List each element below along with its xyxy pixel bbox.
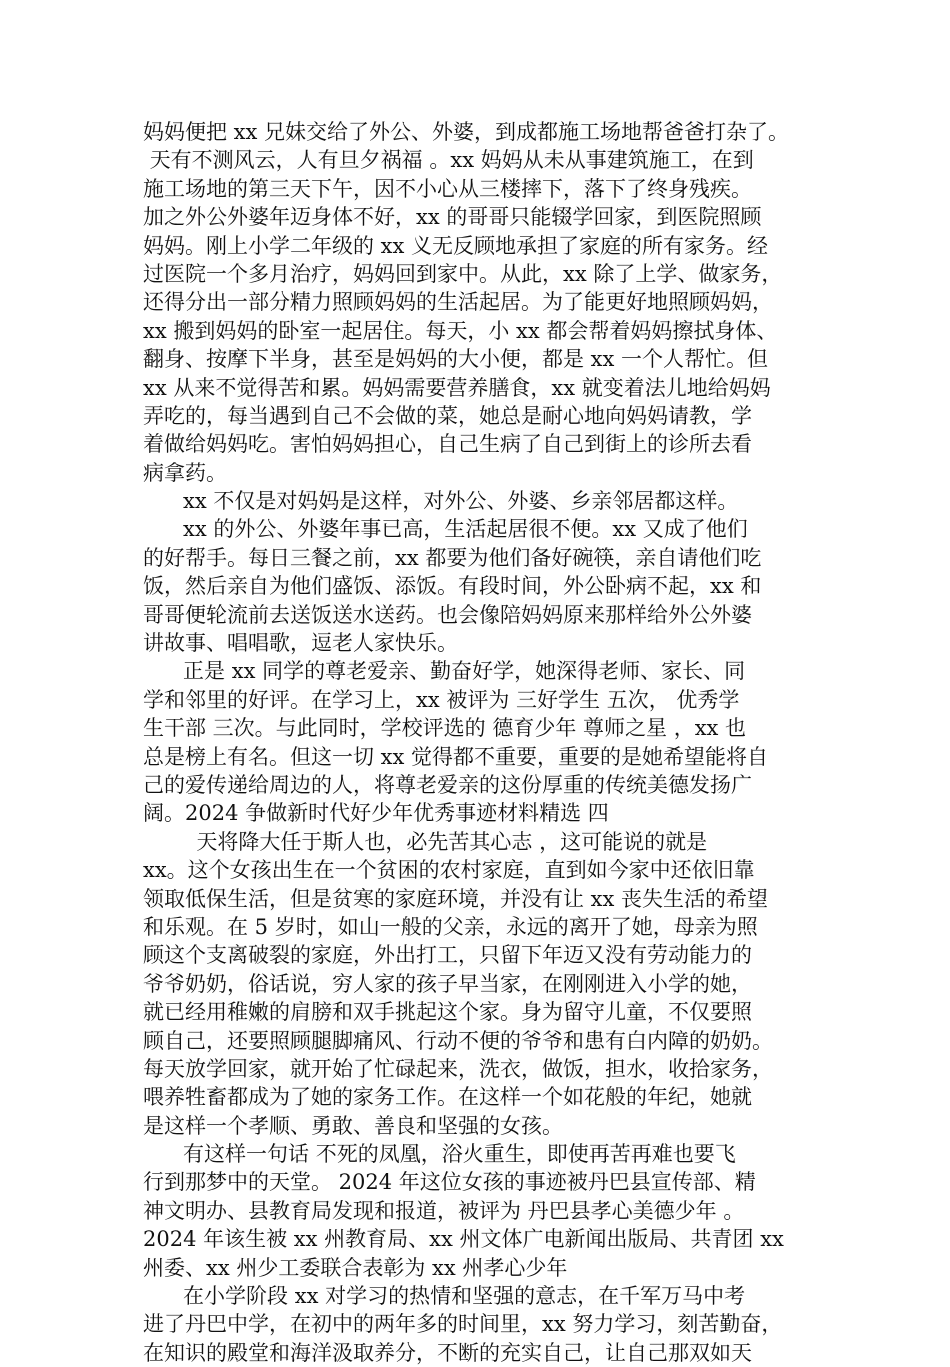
section-heading-line: 阔。2024 争做新时代好少年优秀事迹材料精选 四 [143, 801, 609, 826]
text-line: xx。这个女孩出生在一个贫困的农村家庭，直到如今家中还依旧靠 [143, 858, 755, 883]
text-line: 行到那梦中的天堂。 2024 年这位女孩的事迹被丹巴县宣传部、精 [143, 1170, 756, 1195]
text-line: 弄吃的，每当遇到自己不会做的菜，她总是耐心地向妈妈请教，学 [143, 403, 752, 428]
text-line: 神文明办、县教育局发现和报道，被评为 丹巴县孝心美德少年 。 [143, 1198, 745, 1223]
text-line: xx 不仅是对妈妈是这样，对外公、外婆、乡亲邻居都这样。 [143, 489, 739, 514]
text-line: 和乐观。在 5 岁时，如山一般的父亲，永远的离开了她，母亲为照 [143, 914, 758, 939]
text-line: 顾自己，还要照顾腿脚痛风、行动不便的爷爷和患有白内障的奶奶。 [143, 1028, 773, 1053]
text-line: 饭，然后亲自为他们盛饭、添饭。有段时间，外公卧病不起，xx 和 [143, 574, 762, 599]
text-line: 学和邻里的好评。在学习上，xx 被评为 三好学生 五次， 优秀学 [143, 687, 740, 712]
text-line: 过医院一个多月治疗，妈妈回到家中。从此，xx 除了上学、做家务， [143, 261, 783, 286]
text-line: 妈妈便把 xx 兄妹交给了外公、外婆，到成都施工场地帮爸爸打杂了。 [143, 120, 790, 144]
text-line: 喂养牲畜都成为了她的家务工作。在这样一个如花般的年纪，她就 [143, 1085, 752, 1110]
text-line: 总是榜上有名。但这一切 xx 觉得都不重要，重要的是她希望能将自 [143, 744, 769, 769]
text-line: 己的爱传递给周边的人，将尊老爱亲的这份厚重的传统美德发扬广 [143, 772, 752, 797]
text-line: 正是 xx 同学的尊老爱亲、勤奋好学，她深得老师、家长、同 [143, 659, 746, 684]
text-line: xx 从来不觉得苦和累。妈妈需要营养膳食，xx 就变着法儿地给妈妈 [143, 375, 771, 400]
text-line: 在小学阶段 xx 对学习的热情和坚强的意志，在千军万马中考 [143, 1284, 746, 1309]
text-line: 施工场地的第三天下午，因不小心从三楼摔下，落下了终身残疾。 [143, 176, 752, 201]
text-line: 每天放学回家，就开始了忙碌起来，洗衣，做饭，担水，收拾家务， [143, 1056, 773, 1081]
text-line: 2024 年该生被 xx 州教育局、xx 州文体广电新闻出版局、共青团 xx [143, 1227, 784, 1252]
text-line: 在知识的殿堂和海洋汲取养分，不断的充实自己，让自己那双如天 [143, 1340, 752, 1365]
text-line: 还得分出一部分精力照顾妈妈的生活起居。为了能更好地照顾妈妈， [143, 290, 773, 315]
text-line: 着做给妈妈吃。害怕妈妈担心，自己生病了自己到街上的诊所去看 [143, 432, 752, 457]
text-line: 领取低保生活，但是贫寒的家庭环境，并没有让 xx 丧失生活的希望 [143, 886, 769, 911]
text-line: 顾这个支离破裂的家庭，外出打工，只留下年迈又没有劳动能力的 [143, 943, 752, 968]
text-line: 天有不测风云，人有旦夕祸福 。xx 妈妈从未从事建筑施工，在到 [143, 148, 754, 173]
text-line: 就已经用稚嫩的肩膀和双手挑起这个家。身为留守儿童，不仅要照 [143, 1000, 752, 1025]
text-line: 生干部 三次。与此同时，学校评选的 德育少年 尊师之星 ，xx 也 [143, 716, 747, 741]
text-line: 哥哥便轮流前去送饭送水送药。也会像陪妈妈原来那样给外公外婆 [143, 602, 752, 627]
text-line: xx 搬到妈妈的卧室一起居住。每天，小 xx 都会帮着妈妈擦拭身体、 [143, 318, 778, 343]
text-line: 有这样一句话 不死的凤凰，浴火重生，即使再苦再难也要飞 [143, 1142, 736, 1167]
text-line: 爷爷奶奶，俗话说，穷人家的孩子早当家，在刚刚进入小学的她， [143, 971, 752, 996]
text-line: 州委、xx 州少工委联合表彰为 xx 州孝心少年 [143, 1255, 568, 1280]
text-line: 天将降大任于斯人也，必先苦其心志 ，这可能说的就是 [143, 829, 708, 854]
text-line: 讲故事、唱唱歌，逗老人家快乐。 [143, 631, 458, 656]
text-line: 进了丹巴中学，在初中的两年多的时间里，xx 努力学习，刻苦勤奋， [143, 1312, 783, 1337]
text-line: 翻身、按摩下半身，甚至是妈妈的大小便，都是 xx 一个人帮忙。但 [143, 347, 769, 372]
text-line: 加之外公外婆年迈身体不好，xx 的哥哥只能辍学回家，到医院照顾 [143, 205, 762, 230]
document-page [143, 118, 815, 1367]
text-line: 是这样一个孝顺、勇敢、善良和坚强的女孩。 [143, 1113, 563, 1138]
text-line: xx 的外公、外婆年事已高，生活起居很不便。xx 又成了他们 [143, 517, 748, 542]
text-line: 病拿药。 [143, 460, 227, 485]
text-line: 的好帮手。每日三餐之前，xx 都要为他们备好碗筷，亲自请他们吃 [143, 545, 762, 570]
text-line: 妈妈。刚上小学二年级的 xx 义无反顾地承担了家庭的所有家务。经 [143, 233, 769, 258]
